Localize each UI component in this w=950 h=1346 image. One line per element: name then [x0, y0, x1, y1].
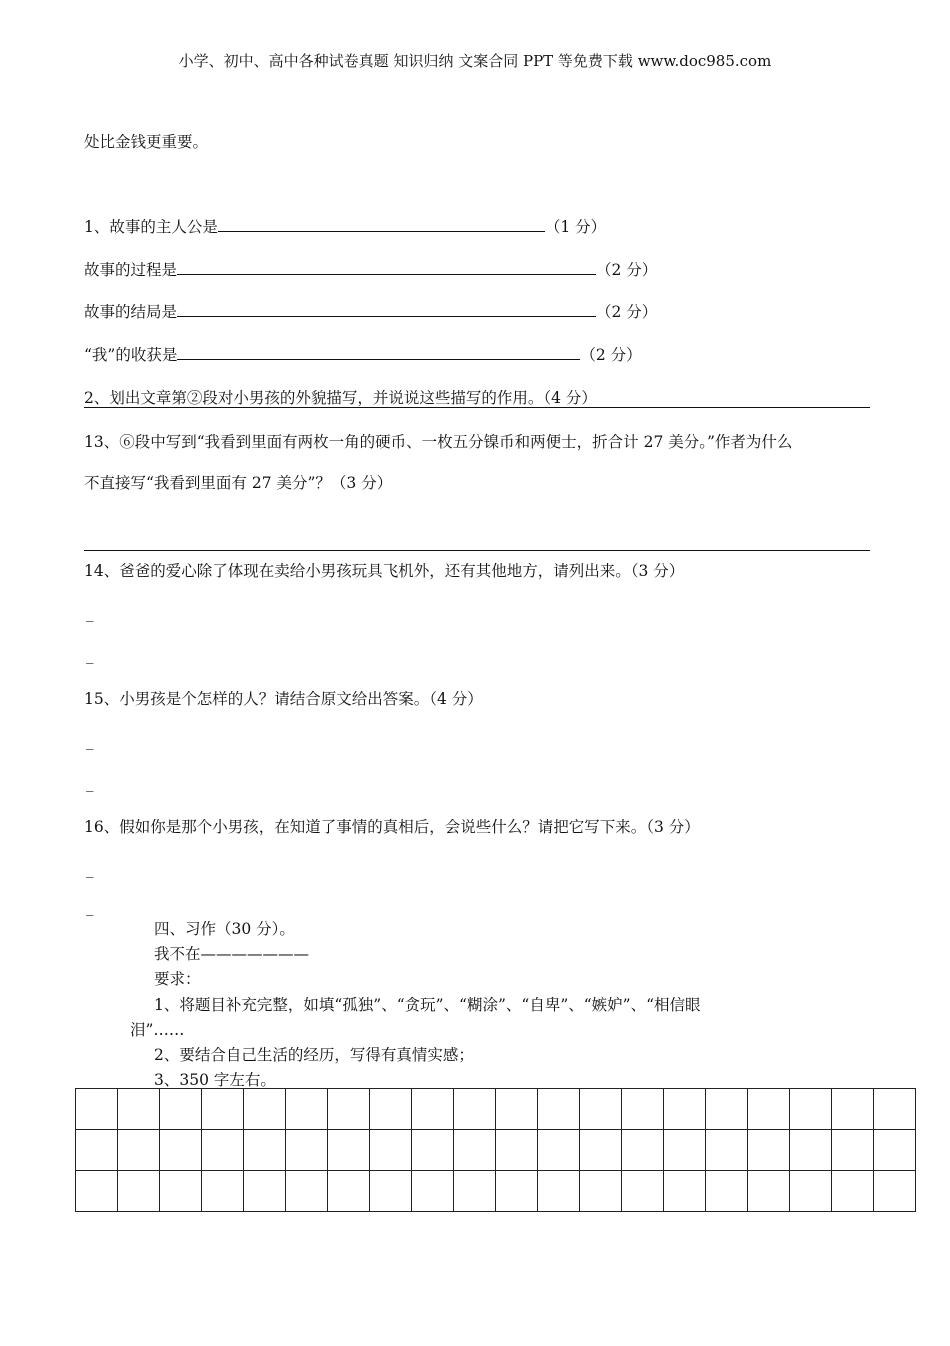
grid-cell[interactable] [580, 1089, 622, 1130]
q1-line2-label: 故事的过程是 [84, 261, 178, 279]
grid-cell[interactable] [412, 1130, 454, 1171]
answer-mark: _ [86, 604, 94, 622]
grid-cell[interactable] [874, 1130, 916, 1171]
answer-line [84, 407, 870, 408]
q15-text: 15、小男孩是个怎样的人？请结合原文给出答案。（4 分） [84, 690, 483, 708]
grid-cell[interactable] [76, 1089, 118, 1130]
grid-cell[interactable] [538, 1130, 580, 1171]
grid-cell[interactable] [118, 1089, 160, 1130]
q1-line2-score: （2 分） [596, 261, 658, 279]
q1-line2 [84, 258, 657, 280]
composition-requirement-1-cont: 泪”…… [130, 1021, 185, 1039]
grid-cell[interactable] [874, 1171, 916, 1212]
grid-cell[interactable] [496, 1171, 538, 1212]
q13-line2: 不直接写“我看到里面有 27 美分”？（3 分） [84, 474, 393, 492]
q14-text: 14、爸爸的爱心除了体现在卖给小男孩玩具飞机外，还有其他地方，请列出来。（3 分） [84, 562, 685, 580]
grid-cell[interactable] [328, 1089, 370, 1130]
grid-cell[interactable] [622, 1171, 664, 1212]
grid-cell[interactable] [832, 1171, 874, 1212]
q1-line4-score: （2 分） [580, 346, 642, 364]
grid-cell[interactable] [580, 1171, 622, 1212]
composition-requirement-1: 1、将题目补充完整，如填“孤独”、“贪玩”、“糊涂”、“自卑”、“嫉妒”、“相信眼 [154, 996, 701, 1014]
grid-cell[interactable] [202, 1089, 244, 1130]
answer-mark: _ [86, 860, 94, 878]
answer-mark: _ [86, 774, 94, 792]
grid-cell[interactable] [454, 1089, 496, 1130]
grid-cell[interactable] [160, 1089, 202, 1130]
grid-cell[interactable] [160, 1171, 202, 1212]
grid-cell[interactable] [622, 1089, 664, 1130]
grid-cell[interactable] [118, 1171, 160, 1212]
answer-mark: _ [86, 646, 94, 664]
grid-cell[interactable] [664, 1171, 706, 1212]
grid-cell[interactable] [286, 1089, 328, 1130]
grid-cell[interactable] [244, 1171, 286, 1212]
grid-cell[interactable] [790, 1171, 832, 1212]
grid-cell[interactable] [538, 1089, 580, 1130]
grid-cell[interactable] [370, 1130, 412, 1171]
q1-line1-score: （1 分） [544, 218, 607, 236]
answer-line [84, 550, 870, 551]
grid-cell[interactable] [664, 1089, 706, 1130]
grid-cell[interactable] [664, 1130, 706, 1171]
continuation-text: 处比金钱更重要。 [84, 133, 209, 151]
grid-cell[interactable] [286, 1130, 328, 1171]
grid-cell[interactable] [622, 1130, 664, 1171]
answer-blank[interactable] [177, 302, 596, 317]
grid-cell[interactable] [328, 1171, 370, 1212]
grid-row [76, 1089, 916, 1130]
grid-cell[interactable] [286, 1171, 328, 1212]
composition-heading: 四、习作（30 分）。 [154, 920, 295, 938]
grid-cell[interactable] [118, 1130, 160, 1171]
grid-cell[interactable] [454, 1130, 496, 1171]
grid-cell[interactable] [244, 1130, 286, 1171]
grid-cell[interactable] [244, 1089, 286, 1130]
grid-cell[interactable] [328, 1130, 370, 1171]
grid-cell[interactable] [790, 1089, 832, 1130]
answer-mark: _ [86, 898, 94, 916]
grid-row [76, 1130, 916, 1171]
grid-cell[interactable] [706, 1089, 748, 1130]
grid-cell[interactable] [202, 1130, 244, 1171]
grid-row [76, 1171, 916, 1212]
grid-cell[interactable] [748, 1089, 790, 1130]
q1-line3 [84, 300, 657, 322]
writing-grid [75, 1088, 916, 1212]
composition-requirement-2: 2、要结合自己生活的经历，写得有真情实感； [154, 1046, 474, 1064]
page-header: 小学、初中、高中各种试卷真题 知识归纳 文案合同 PPT 等免费下载 www.doc985.com [178, 52, 772, 70]
grid-cell[interactable] [412, 1089, 454, 1130]
grid-cell[interactable] [160, 1130, 202, 1171]
grid-cell[interactable] [538, 1171, 580, 1212]
grid-cell[interactable] [580, 1130, 622, 1171]
composition-requirements-label: 要求： [154, 970, 201, 988]
q16-text: 16、假如你是那个小男孩，在知道了事情的真相后，会说些什么？请把它写下来。（3 分） [84, 818, 700, 836]
grid-cell[interactable] [370, 1089, 412, 1130]
grid-cell[interactable] [76, 1171, 118, 1212]
composition-requirement-3: 3、350 字左右。 [154, 1071, 276, 1089]
q1-line4 [84, 343, 642, 365]
grid-cell[interactable] [790, 1130, 832, 1171]
grid-cell[interactable] [706, 1130, 748, 1171]
q1-line3-score: （2 分） [596, 303, 658, 321]
answer-blank[interactable] [177, 345, 580, 360]
grid-cell[interactable] [202, 1171, 244, 1212]
grid-cell[interactable] [832, 1130, 874, 1171]
q2-text: 2、划出文章第②段对小男孩的外貌描写，并说说这些描写的作用。（4 分） [84, 389, 597, 407]
grid-cell[interactable] [832, 1089, 874, 1130]
grid-cell[interactable] [370, 1171, 412, 1212]
grid-cell[interactable] [496, 1089, 538, 1130]
grid-cell[interactable] [496, 1130, 538, 1171]
q1-line1-label: 1、故事的主人公是 [84, 218, 218, 236]
q1-line4-label: “我”的收获是 [84, 346, 178, 364]
answer-blank[interactable] [218, 217, 545, 232]
answer-mark: _ [86, 732, 94, 750]
composition-title: 我不在——————— [154, 945, 310, 963]
q1-line1 [84, 215, 606, 237]
grid-cell[interactable] [874, 1089, 916, 1130]
grid-cell[interactable] [412, 1171, 454, 1212]
grid-cell[interactable] [748, 1130, 790, 1171]
grid-cell[interactable] [706, 1171, 748, 1212]
grid-cell[interactable] [748, 1171, 790, 1212]
grid-cell[interactable] [454, 1171, 496, 1212]
answer-blank[interactable] [177, 260, 596, 275]
q13-line1: 13、⑥段中写到“我看到里面有两枚一角的硬币、一枚五分镍币和两便士，折合计 27 美分。”作者为什么 [84, 433, 793, 451]
grid-cell[interactable] [76, 1130, 118, 1171]
q1-line3-label: 故事的结局是 [84, 303, 178, 321]
